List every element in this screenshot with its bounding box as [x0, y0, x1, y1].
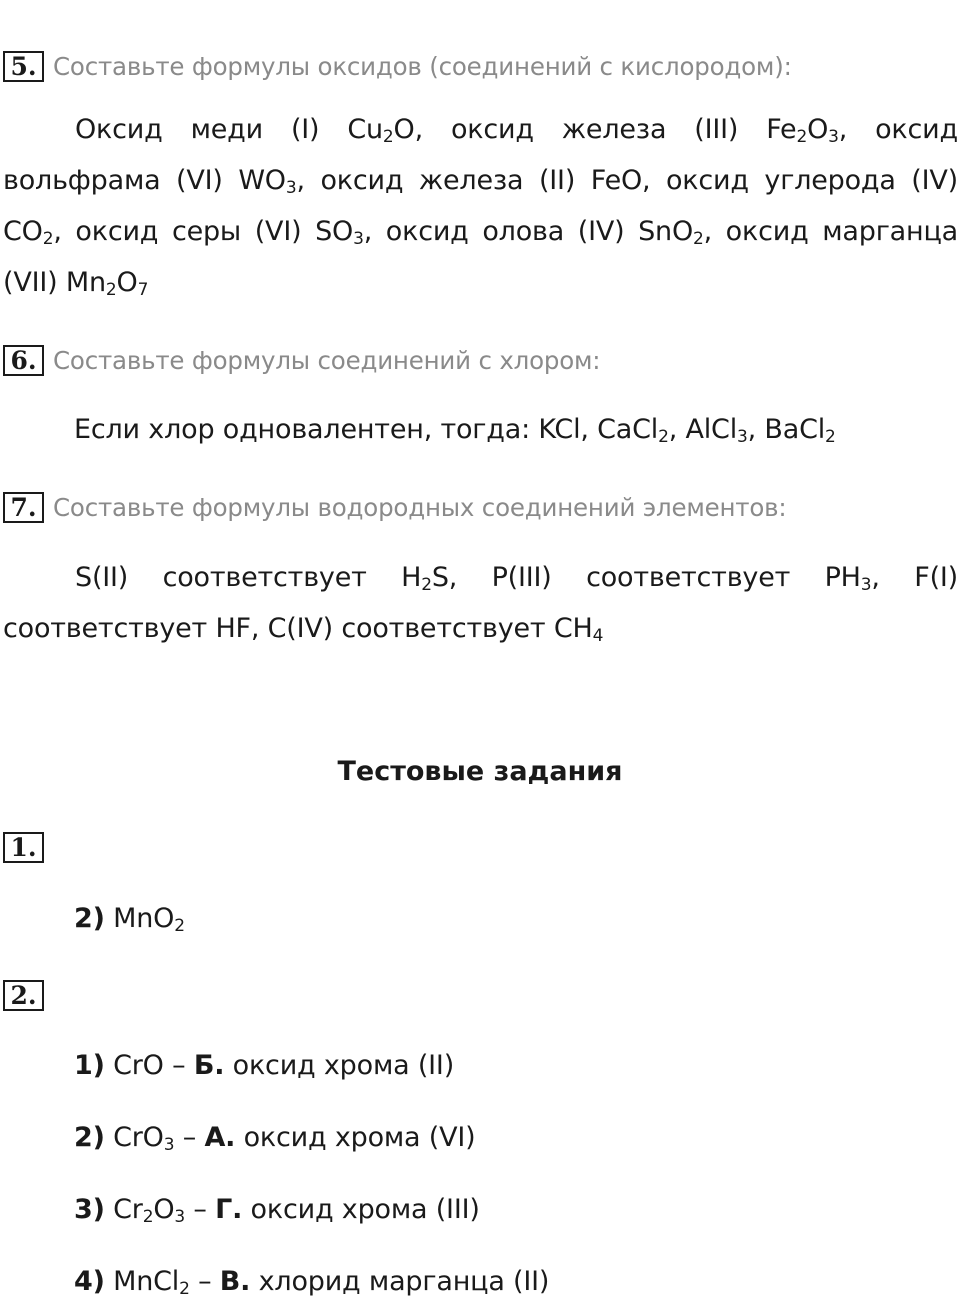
test-1-header: [3, 832, 53, 863]
test-2-header: [3, 980, 53, 1011]
test-2-item-4: 4) MnCl$_2$ – В. хлорид марганца (II): [74, 1266, 550, 1299]
test-2-item-1: 1) CrO – Б. оксид хрома (II): [74, 1050, 455, 1081]
question-number-6: 6.: [3, 345, 44, 376]
test-number-2: 2.: [3, 980, 44, 1011]
question-6-answer: Если хлор одновалентен, тогда: KCl, CaCl$_2$, AlCl$_3$, BaCl$_2$: [74, 414, 836, 447]
test-1-answer: 2) MnO$_2$: [74, 903, 185, 936]
question-6-prompt: Составьте формулы соединений с хлором:: [53, 346, 601, 375]
tests-title: Тестовые задания: [337, 756, 623, 787]
question-5-prompt: Составьте формулы оксидов (соединений с кислородом):: [53, 52, 792, 81]
question-number-7: 7.: [3, 492, 44, 523]
question-5-answer: Оксид меди (I) $Cu_2O$, оксид железа (III) $Fe_2O_3$, оксид вольфрама (VI) $WO_3$, оксид железа (II) FeO, оксид углерода (IV) $CO_2$, оксид серы (VI) $SO_3$, оксид олова (IV) SnO$_2$, оксид марганца (VII) $Mn_2O_7$: [3, 114, 958, 300]
test-number-1: 1.: [3, 832, 44, 863]
question-6-header: [3, 345, 600, 376]
question-5-header: [3, 51, 792, 82]
question-7-header: [3, 492, 786, 523]
question-number-5: 5.: [3, 51, 44, 82]
question-7-answer: S(II) соответствует $H_2S$, P(III) соответствует $PH_3$, F(I) соответствует HF, C(IV) соответствует $CH_4$: [3, 562, 958, 646]
question-7-prompt: Составьте формулы водородных соединений элементов:: [53, 493, 787, 522]
test-2-item-3: 3) $Cr_2O_3$ – Г. оксид хрома (III): [74, 1194, 480, 1227]
test-2-item-2: 2) CrO$_3$ – А. оксид хрома (VI): [74, 1122, 476, 1155]
